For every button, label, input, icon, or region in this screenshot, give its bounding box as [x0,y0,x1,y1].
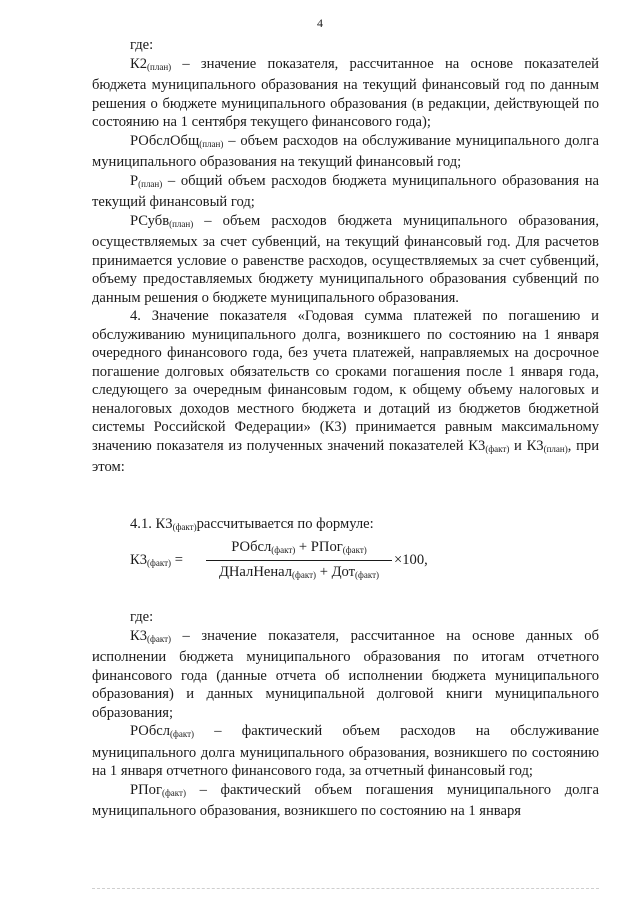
formula-intro: 4.1. $К3_{(факт)}рассчитывается$ по формуле: [130,515,374,532]
formula-numerator: РОбсл$_{(факт)}$ + РПог$_{(факт)}$ [231,539,367,555]
formula-lhs: $К3_{(факт)}$ = [130,552,183,568]
page-number: 4 [317,16,323,30]
formula-k3-fact [130,538,599,582]
formula-multiplier: ×100, [394,552,428,568]
spacer [92,582,599,608]
paragraph-k3-fact: $К3_{(факт)}$ – значение показателя, рассчитанное на основе данных об исполнении бюджета муниципального образования по итогам отчетного финансового года (данные отчета об исполнении бюджета муниципального образования) и данных муниципальной долговой книги муниципального образования; [92,627,599,721]
paragraph-where-2: где: [130,609,154,625]
paragraph-rsubv-plan: РСубв$_{(план)}$ – объем расходов бюджета муниципального образования, осуществляемых за счет субвенций, на текущий финансовый год. Для расчетов принимается условие о равенстве расходов, осуществляемых за счет субвенций, объему предоставляемых бюджету муниципального образования субвенций по данным решения о бюджете муниципального образования. [92,212,599,306]
paragraph-where-1: где: [130,37,154,53]
paragraph-k2-plan: $К2_{(план)}$ – значение показателя, рассчитанное на основе показателей бюджета муниципального образования на текущий финансовый год по данным решения о бюджете муниципального образования (в редакции, действующей по состоянию на 1 сентября текущего финансового года); [92,55,599,130]
paragraph-rpog-fact: РПог$_{(факт)}$ – фактический объем погашения муниципального долга муниципального образования, возникшего по состоянию на 1 января [92,781,599,819]
paragraph-robsl-obshch: РОбслОбщ$_{(план)}$ – объем расходов на обслуживание муниципального долга муниципального образования на текущий финансовый год; [92,132,599,170]
formula-denominator: ДНалНенал$_{(факт)}$ + Дот$_{(факт)}$ [218,564,380,580]
footer-scan-line [92,888,599,890]
fraction-bar [206,560,392,561]
paragraph-r-plan: $Р_{(план)}$ – общий объем расходов бюджета муниципального образования на текущий финансовый год; [92,172,599,210]
paragraph-item-4: 4. Значение показателя «Годовая сумма платежей по погашению и обслуживанию муниципального долга, возникшего по состоянию на 1 января очередного финансового года, без учета платежей, направляемых на досрочное погашение долговых обязательств со сроками погашения после 1 января года, следующего за очередным финансовым годом, к общему объему налоговых и неналоговых доходов местного бюджета и дотаций из бюджетов бюджетной системы Российской Федерации» (К3) принимается равным максимальному значению показателя из полученных значений показателей $К3_{(факт)}$ и $К3_{(план)}$, при этом: [92,308,600,475]
spacer [92,477,599,503]
paragraph-robsl-fact: РОбсл$_{(факт)}$ – фактический объем расходов на обслуживание муниципального долга муниципального образования, возникшего по состоянию на 1 января отчетного финансового года, за отчетный финансовый год; [92,723,599,779]
document-body [92,36,599,821]
formula-fraction [206,538,392,584]
